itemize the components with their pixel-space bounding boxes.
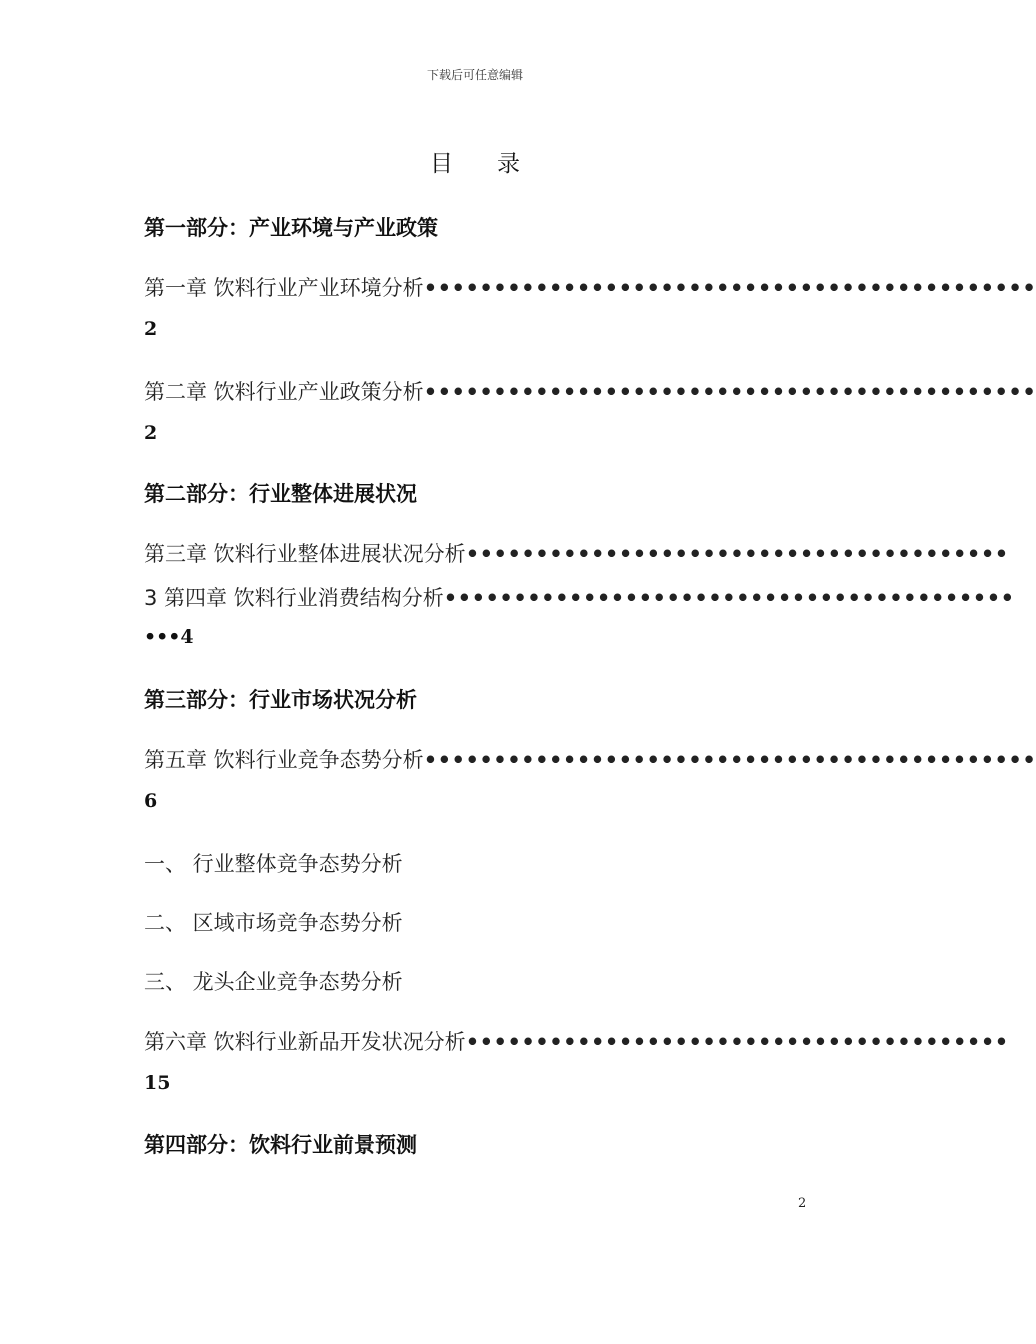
toc-chapter-5-title: 第五章 饮料行业竞争态势分析 (144, 748, 424, 772)
toc-chapter-6 (144, 1026, 1009, 1056)
toc-chapter-3 (144, 538, 1009, 568)
toc-section-3: 三、 龙头企业竞争态势分析 (144, 970, 403, 994)
toc-chapter-2 (144, 376, 1036, 406)
toc-chapter-4-page: •••4 (144, 626, 194, 648)
toc-chapter-1 (144, 272, 1036, 302)
dot-leader: ••••••••••••••••••••••••••••••••••••••• (465, 542, 1009, 566)
toc-chapter-6-page: 15 (144, 1072, 171, 1094)
toc-part-3: 第三部分：行业市场状况分析 (144, 688, 417, 712)
toc-chapter-1-title: 第一章 饮料行业产业环境分析 (144, 276, 424, 300)
toc-chapter-3-page-and-chapter-4-title: 3 第四章 饮料行业消费结构分析 (144, 586, 444, 610)
dot-leader: •••••••••••••••••••••••••••••••••••••••••••• (423, 276, 1036, 300)
toc-chapter-1-page: 2 (144, 318, 158, 340)
dot-leader: ••••••••••••••••••••••••••••••••••••••••• (443, 586, 1015, 610)
toc-chapter-6-title: 第六章 饮料行业新品开发状况分析 (144, 1030, 466, 1054)
dot-leader: •••••••••••••••••••••••••••••••••••••••••••• (423, 748, 1036, 772)
toc-section-1: 一、 行业整体竞争态势分析 (144, 852, 403, 876)
toc-title: 目录 (430, 151, 564, 177)
toc-section-2: 二、 区域市场竞争态势分析 (144, 911, 403, 935)
toc-chapter-4 (144, 582, 1015, 612)
toc-chapter-3-title: 第三章 饮料行业整体进展状况分析 (144, 542, 466, 566)
page-number: 2 (798, 1196, 807, 1211)
toc-chapter-2-page: 2 (144, 422, 158, 444)
dot-leader: •••••••••••••••••••••••••••••••••••••••••••• (423, 380, 1036, 404)
toc-chapter-5-page: 6 (144, 790, 158, 812)
dot-leader: ••••••••••••••••••••••••••••••••••••••• (465, 1030, 1009, 1054)
header-note: 下载后可任意编辑 (426, 68, 523, 82)
toc-chapter-5 (144, 744, 1036, 774)
toc-chapter-2-title: 第二章 饮料行业产业政策分析 (144, 380, 424, 404)
toc-part-1: 第一部分：产业环境与产业政策 (144, 216, 438, 240)
toc-part-2: 第二部分：行业整体进展状况 (144, 482, 417, 506)
toc-part-4: 第四部分：饮料行业前景预测 (144, 1133, 417, 1157)
